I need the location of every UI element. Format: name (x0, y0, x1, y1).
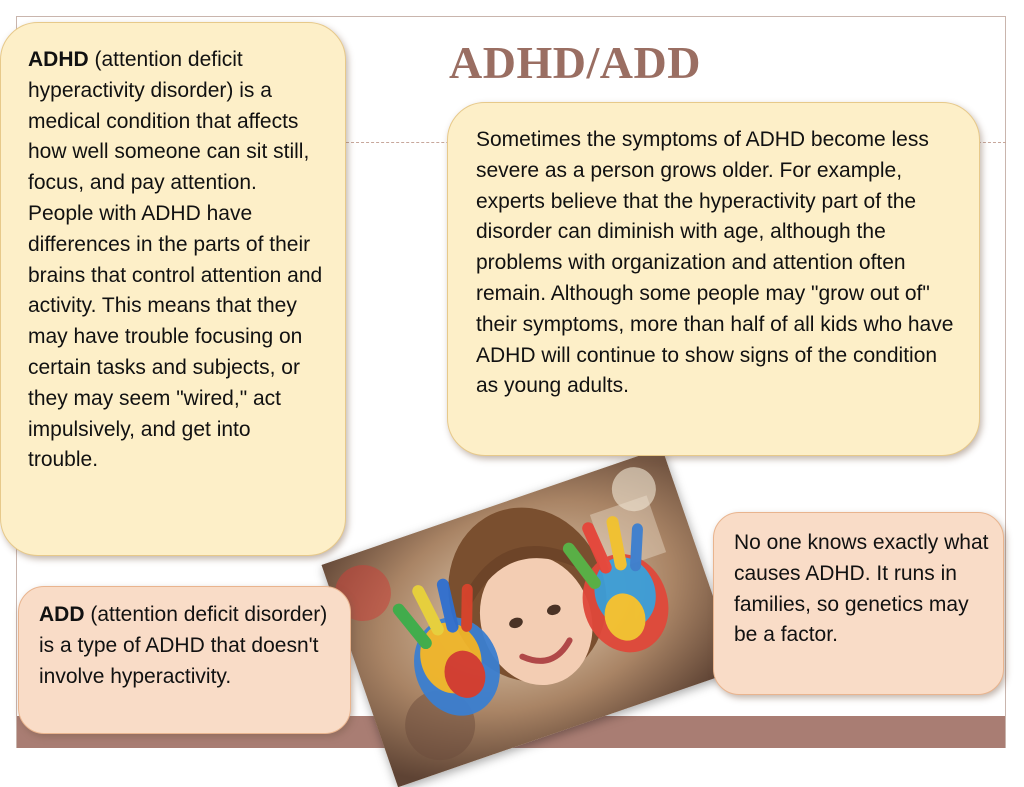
add-definition-text: (attention deficit disorder) is a type of ADHD that doesn't involve hyperactivity. (39, 603, 328, 688)
adhd-definition-text: (attention deficit hyperactivity disorder) is a medical condition that affects how well someone can sit still, focus, and pay attention. People with ADHD have differences in the parts of their brains that control attention and activity. This means that they may have trouble focusing on certain tasks and subjects, or they may seem "wired," act impulsively, and get into trouble. (28, 48, 323, 472)
slide-title: ADHD/ADD (449, 37, 701, 88)
causes-box (713, 512, 1004, 695)
symptoms-with-age-text: Sometimes the symptoms of ADHD become less severe as a person grows older. For example, experts believe that the hyperactivity part of the disorder can diminish with age, although the problems with organization and attention often remain. Although some people may "grow out of" their symptoms, more than half of all kids who have ADHD will continue to show signs of the condition as young adults. (476, 128, 954, 398)
symptoms-with-age-box (447, 102, 980, 456)
add-term: ADD (39, 603, 85, 626)
add-definition-box (18, 586, 351, 734)
adhd-definition-box (0, 22, 346, 556)
adhd-term: ADHD (28, 48, 89, 71)
causes-text: No one knows exactly what causes ADHD. It runs in families, so genetics may be a factor. (734, 531, 989, 647)
